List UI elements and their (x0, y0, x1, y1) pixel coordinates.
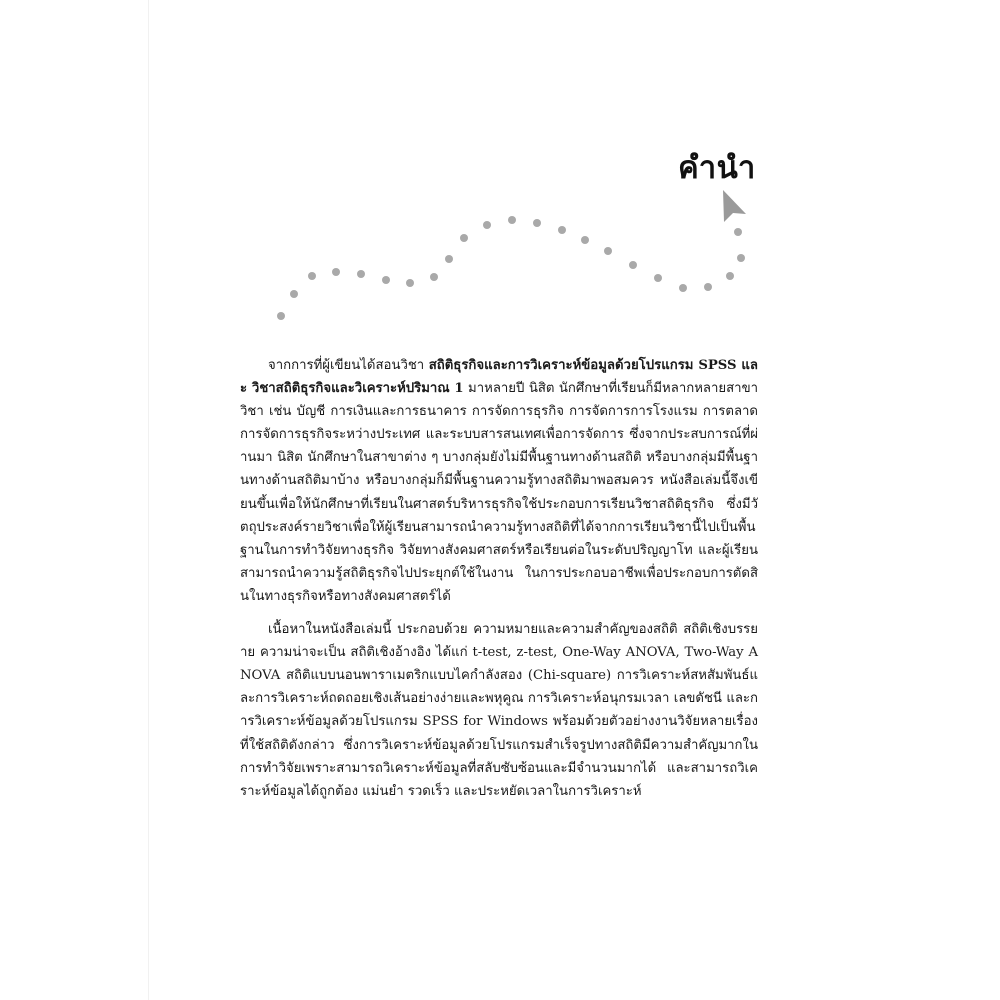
path-dot (277, 312, 285, 320)
path-dot (726, 272, 734, 280)
path-dot (508, 216, 516, 224)
arrow-head-icon (723, 190, 746, 222)
dotted-path (277, 216, 745, 320)
paragraph-1-lead: จากการที่ผู้เขียนได้สอนวิชา (268, 358, 429, 373)
path-dot (445, 255, 453, 263)
path-dot (629, 261, 637, 269)
paragraph-1 (240, 354, 758, 608)
path-dot (430, 273, 438, 281)
path-dot (308, 272, 316, 280)
path-dot (654, 274, 662, 282)
path-dot (734, 228, 742, 236)
path-dot (382, 276, 390, 284)
path-dot (581, 236, 589, 244)
path-dot (737, 254, 745, 262)
path-dot (704, 283, 712, 291)
page-title: คำนำ (678, 150, 756, 186)
path-dot (357, 270, 365, 278)
preface-body (240, 354, 758, 813)
path-dot (558, 226, 566, 234)
page-edge-divider (148, 0, 149, 1000)
path-dot (406, 279, 414, 287)
path-dot (604, 247, 612, 255)
path-dot (533, 219, 541, 227)
course-names: สถิติธุรกิจและการวิเคราะห์ข้อมูลด้วยโปรแกรม SPSS และ วิชาสถิติธุรกิจและวิเคราะห์ปริมาณ 1 (240, 358, 758, 397)
path-dot (460, 234, 468, 242)
paragraph-2-text: เนื้อหาในหนังสือเล่มนี้ ประกอบด้วย ความหมายและความสำคัญของสถิติ สถิติเชิงบรรยาย ความน่าจะเป็น สถิติเชิงอ้างอิง ได้แก่ t-test, z-test, One-Way ANOVA, Two-Way ANOVA สถิติแบบนอนพาราเมตริกแบบไคกำลังสอง (Chi-square) การวิเคราะห์สหสัมพันธ์และการวิเคราะห์ถดถอยเชิงเส้นอย่างง่ายและพหุคูณ การวิเคราะห์อนุกรมเวลา เลขดัชนี และการวิเคราะห์ข้อมูลด้วยโปรแกรม SPSS for Windows พร้อมด้วยตัวอย่างงานวิจัยหลายเรื่องที่ใช้สถิติดังกล่าว ซึ่งการวิเคราะห์ข้อมูลด้วยโปรแกรมสำเร็จรูปทางสถิติมีความสำคัญมากในการทำวิจัยเพราะสามารถวิเคราะห์ข้อมูลที่สลับซับซ้อนและมีจำนวนมากได้ และสามารถวิเคราะห์ข้อมูลได้ถูกต้อง แม่นยำ รวดเร็ว และประหยัดเวลาในการวิเคราะห์ (240, 622, 758, 799)
path-dot (332, 268, 340, 276)
paragraph-2 (240, 618, 758, 803)
path-dot (483, 221, 491, 229)
path-dot (290, 290, 298, 298)
path-dot (679, 284, 687, 292)
paragraph-1-text: มาหลายปี นิสิต นักศึกษาที่เรียนก็มีหลากหลายสาขาวิชา เช่น บัญชี การเงินและการธนาคาร การจัดการธุรกิจ การจัดการการโรงแรม การตลาด การจัดการธุรกิจระหว่างประเทศ และระบบสารสนเทศเพื่อการจัดการ ซึ่งจากประสบการณ์ที่ผ่านมา นิสิต นักศึกษาในสาขาต่าง ๆ บางกลุ่มยังไม่มีพื้นฐานทางด้านสถิติ หรือบางกลุ่มมีพื้นฐานทางด้านสถิติมาบ้าง หรือบางกลุ่มก็มีพื้นฐานความรู้ทางสถิติมาพอสมควร หนังสือเล่มนี้จึงเขียนขึ้นเพื่อให้นักศึกษาที่เรียนในศาสตร์บริหารธุรกิจใช้ประกอบการเรียนวิชาสถิติธุรกิจ ซึ่งมีวัตถุประสงค์รายวิชาเพื่อให้ผู้เรียนสามารถนำความรู้ทางสถิติที่ได้จากการเรียนวิชานี้ไปเป็นพื้นฐานในการทำวิจัยทางธุรกิจ วิจัยทางสังคมศาสตร์หรือเรียนต่อในระดับปริญญาโท และผู้เรียนสามารถนำความรู้สถิติธุรกิจไปประยุกต์ใช้ในงาน ในการประกอบอาชีพเพื่อประกอบการตัดสินในทางธุรกิจหรือทางสังคมศาสตร์ได้ (240, 381, 759, 604)
